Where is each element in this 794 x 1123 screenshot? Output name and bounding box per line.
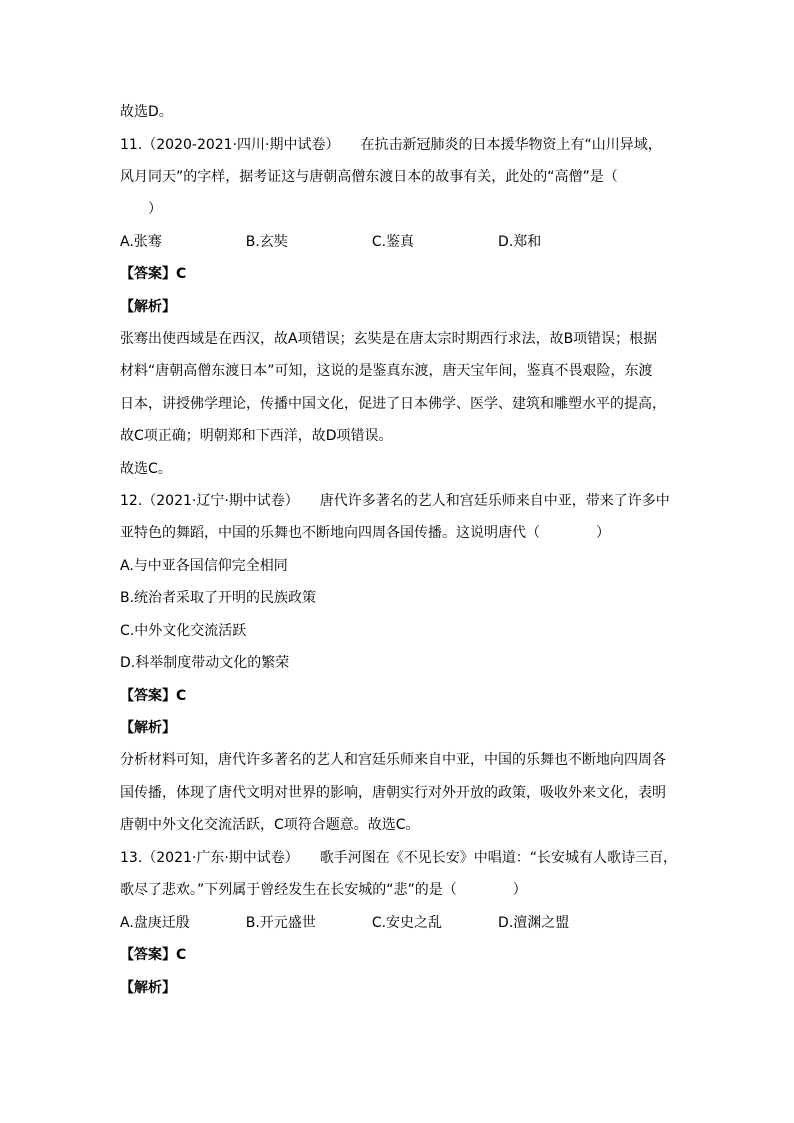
option-b: B.统治者采取了开明的民族政策 [120, 590, 317, 606]
question-13-stem: 13.（2021·广东·期中试卷） 歌手河图在《不见长安》中唱道：“长安城有人歌诗三百， [120, 850, 678, 866]
text-line: 唐朝中外文化交流活跃，C项符合题意。故选C。 [120, 817, 420, 833]
text-line: ） [120, 201, 162, 217]
text-line: 材料“唐朝高僧东渡日本”可知，这说的是鉴真东渡，唐天宝年间，鉴真不畏艰险，东渡 [120, 363, 653, 379]
question-11-options: A.张骞 B.玄奘 C.鉴真 D.郑和 [120, 234, 542, 250]
text-line: 日本，讲授佛学理论，传播中国文化，促进了日本佛学、医学、建筑和雕塑水平的提高， [120, 396, 666, 412]
text-line: 分析材料可知，唐代许多著名的艺人和宫廷乐师来自中亚，中国的乐舞也不断地向四周各 [120, 752, 666, 768]
text-line: 歌尽了悲欢。”下列属于曾经发生在长安城的“悲”的是（ ） [120, 882, 527, 898]
analysis-label: 【解析】 [120, 720, 176, 736]
text-line: 国传播，体现了唐代文明对世界的影响，唐朝实行对外开放的政策，吸收外来文化，表明 [120, 785, 666, 801]
text-line: 故选C。 [120, 461, 172, 477]
answer-label: 【答案】C [120, 266, 187, 282]
option-d: D.科举制度带动文化的繁荣 [120, 655, 290, 671]
text-line: 张骞出使西域是在西汉，故A项错误；玄奘是在唐太宗时期西行求法，故B项错误；根据 [120, 331, 658, 347]
text-line: 亚特色的舞蹈，中国的乐舞也不断地向四周各国传播。这说明唐代（ ） [120, 525, 610, 541]
text-line: 风月同天”的字样，据考证这与唐朝高僧东渡日本的故事有关，此处的“高僧”是（ [120, 169, 618, 185]
analysis-label: 【解析】 [120, 299, 176, 315]
text-line: 故C项正确；明朝郑和下西洋，故D项错误。 [120, 428, 393, 444]
question-12-stem: 12.（2021·辽宁·期中试卷） 唐代许多著名的艺人和宫廷乐师来自中亚，带来了许多中 [120, 493, 670, 509]
answer-label: 【答案】C [120, 688, 187, 704]
option-c: C.中外文化交流活跃 [120, 623, 247, 639]
analysis-label: 【解析】 [120, 980, 176, 996]
question-11-stem: 11.（2020-2021·四川·期中试卷） 在抗击新冠肺炎的日本援华物资上有“山川异域， [120, 137, 662, 153]
option-a: A.与中亚各国信仰完全相同 [120, 558, 288, 574]
answer-label: 【答案】C [120, 947, 187, 963]
text-line: 故选D。 [120, 104, 173, 120]
question-13-options: A.盘庚迁殷 B.开元盛世 C.安史之乱 D.澶渊之盟 [120, 915, 570, 931]
